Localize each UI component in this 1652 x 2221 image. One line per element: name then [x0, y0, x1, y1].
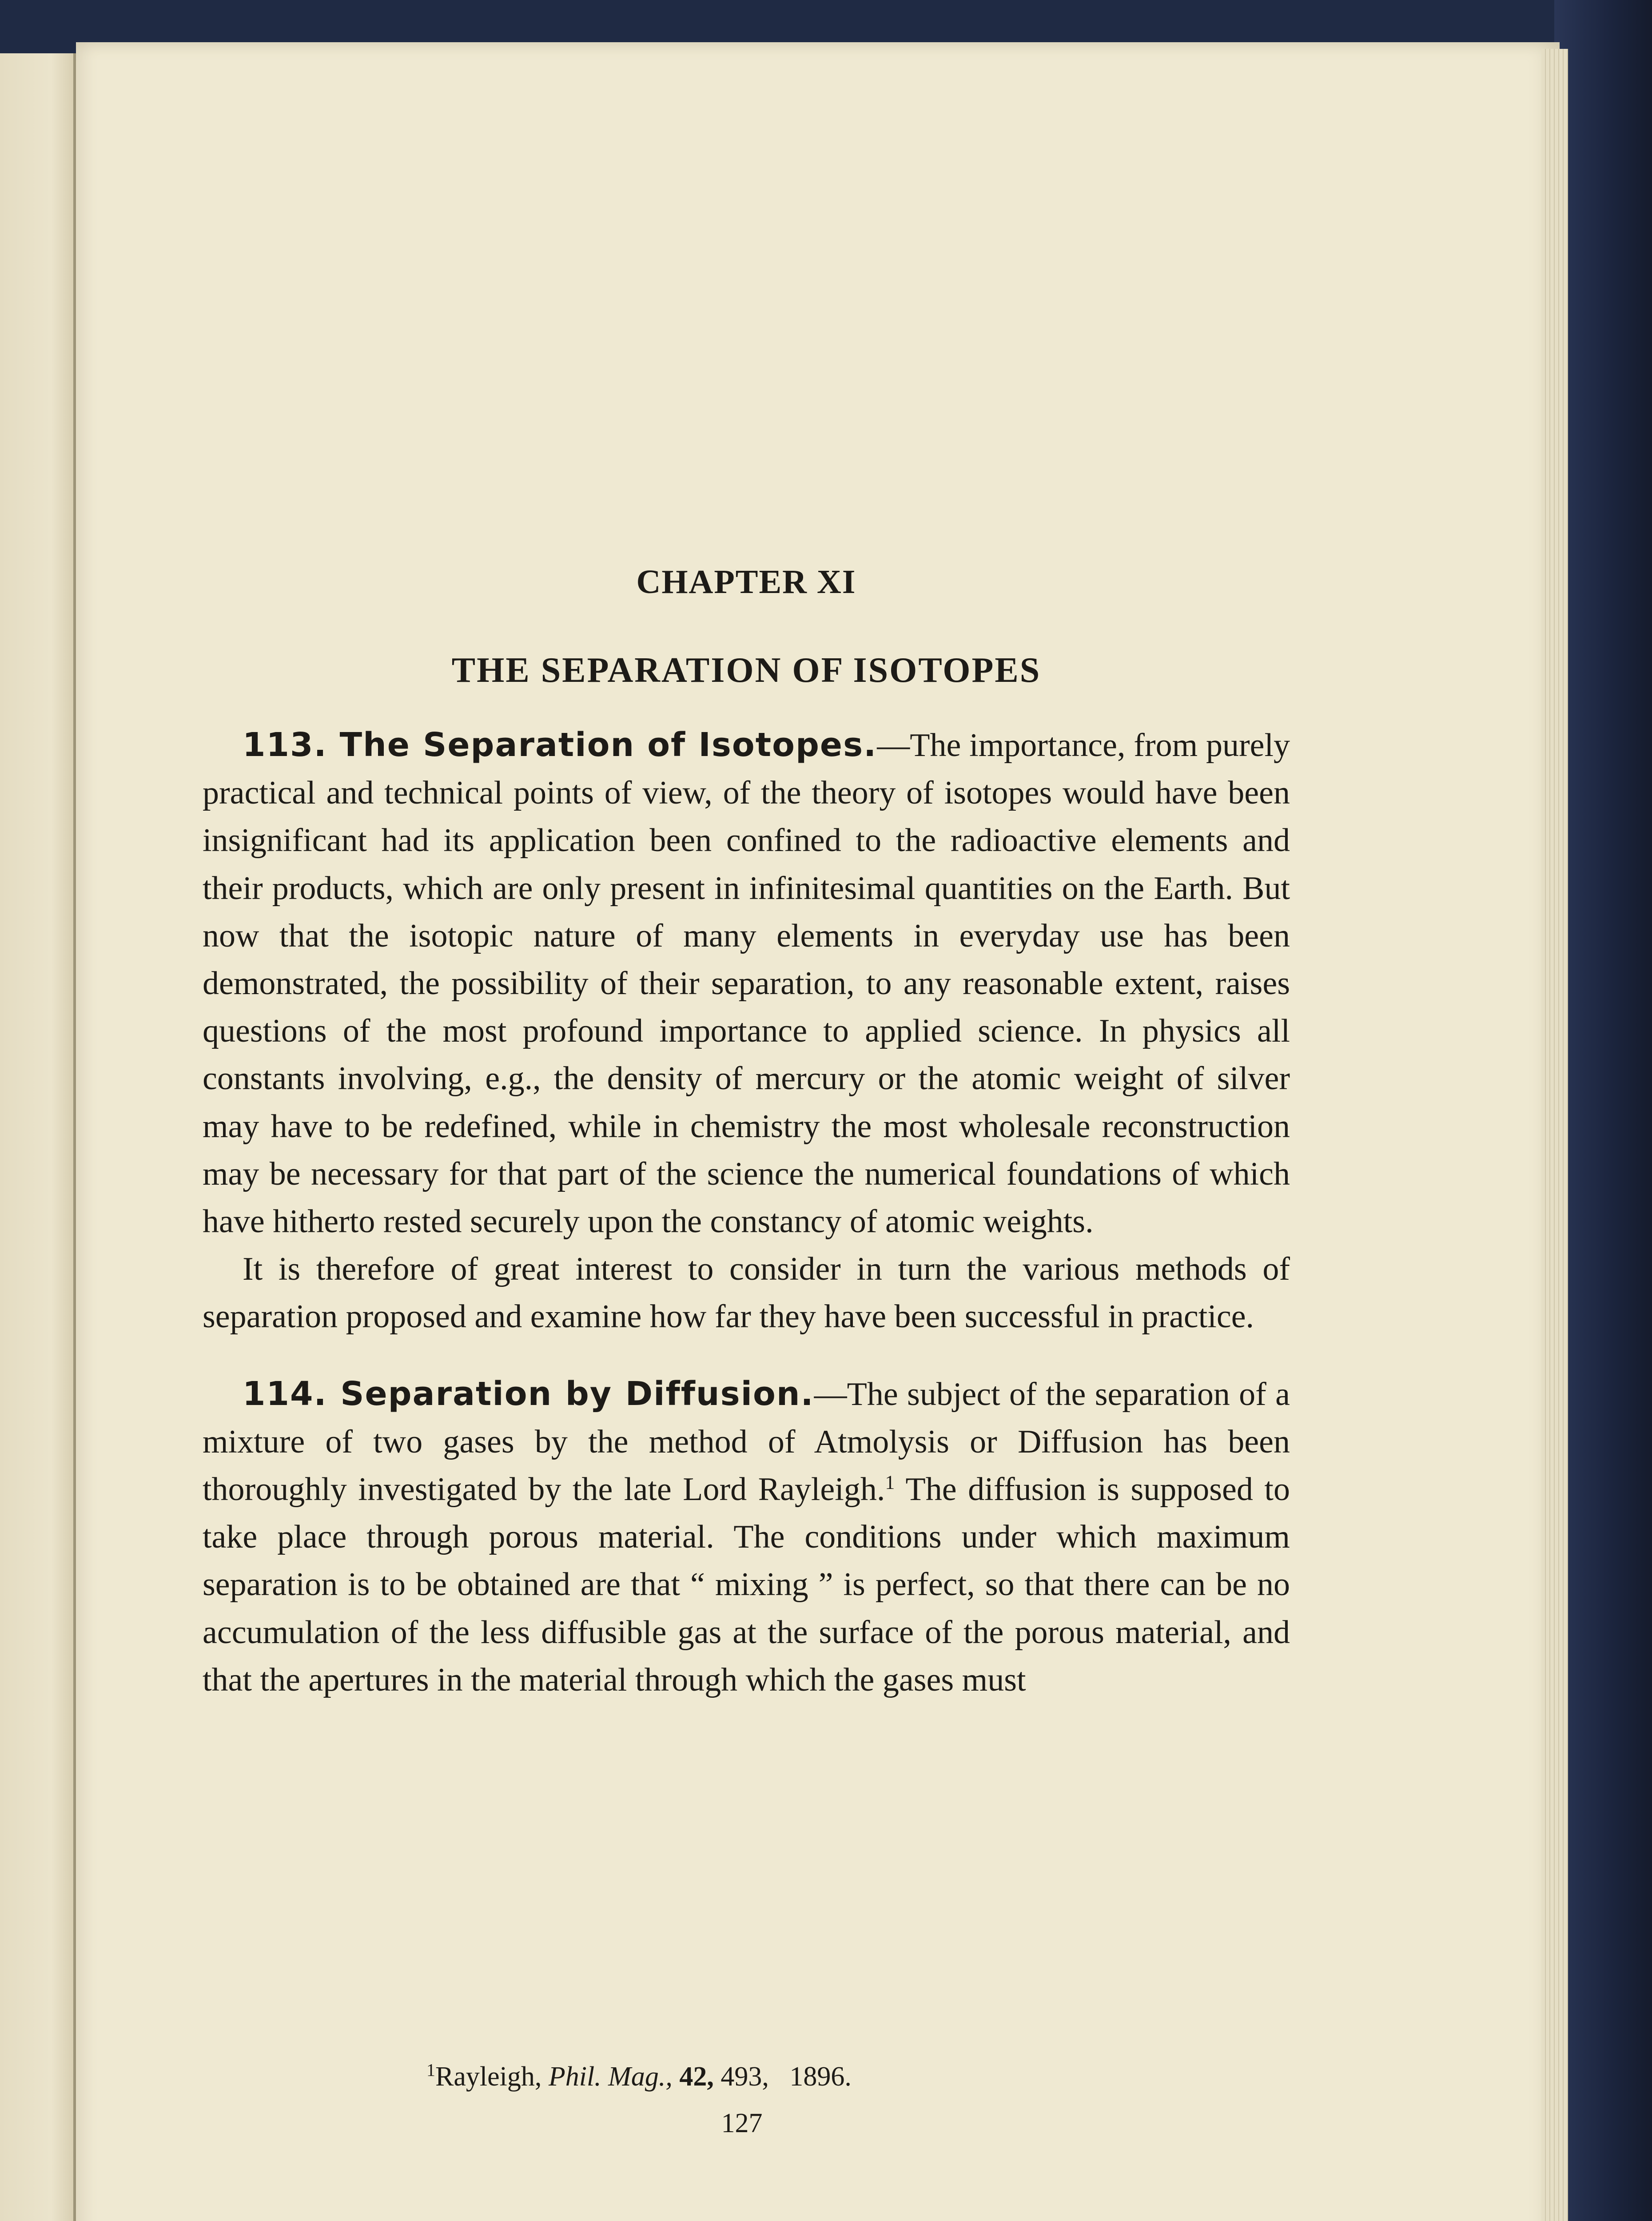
footnote-marker: 1 — [426, 2060, 435, 2080]
footnote-journal: Phil. Mag., — [548, 2062, 673, 2092]
facing-page-edge — [0, 53, 76, 2221]
cover-edge — [1554, 0, 1652, 2221]
chapter-label: CHAPTER XI — [636, 563, 856, 601]
footnote-year: 1896. — [789, 2062, 852, 2092]
section-113-paragraph-1 — [203, 721, 1290, 1246]
section-113-paragraph-2: It is therefore of great interest to consider in turn the various methods of separation proposed and examine how far they have been successful in practice. — [203, 1251, 1290, 1335]
section-heading: 114. Separation by Diffusion. — [243, 1374, 814, 1413]
page-text — [203, 560, 1290, 1704]
paragraph-text: The diffusion is supposed to take place through porous material. The conditions under which maximum separation is to be obtained are that “ mixing ” is perfect, so that there can be no accumulation of the less diffusible gas at the surface of the porous material, and that the apertures in the material through which the gases must — [203, 1471, 1290, 1698]
paragraph-text: —The subject of the separation of a mixture of two gases by the method of Atmolysis or Diffusion has been thoroughly investigated by the late Lord Rayleigh. — [203, 1376, 1290, 1508]
section-heading: 113. The Separation of Isotopes. — [243, 726, 877, 764]
chapter-title: THE SEPARATION OF ISOTOPES — [451, 651, 1041, 690]
footnote-page: 493, — [721, 2062, 769, 2092]
footnote-author: Rayleigh, — [435, 2062, 542, 2092]
footnote — [426, 2061, 1093, 2093]
page-number: 127 — [721, 2108, 763, 2138]
section-114-paragraph-1 — [203, 1370, 1290, 1704]
paragraph-text: —The importance, from purely practical and technical points of view, of the theory of isotopes would have been insignificant had its application been confined to the radioactive elements and their products, which are only present in infinitesimal quantities on the Earth. But now that the isotopic nature of many elements in everyday use has been demonstrated, the possibility of their separation, to any reasonable extent, raises questions of the most profound importance to applied science. In physics all constants involving, e.g., the density of mercury or the atomic weight of silver may have to be redefined, while in chemistry the most wholesale reconstruction may be necessary for that part of the science the numerical foundations of which have hitherto rested securely upon the constancy of atomic weights. — [203, 727, 1290, 1240]
page-stack-edge — [1541, 49, 1568, 2221]
footnote-volume: 42, — [679, 2062, 714, 2092]
footnote-reference[interactable]: 1 — [885, 1471, 895, 1493]
